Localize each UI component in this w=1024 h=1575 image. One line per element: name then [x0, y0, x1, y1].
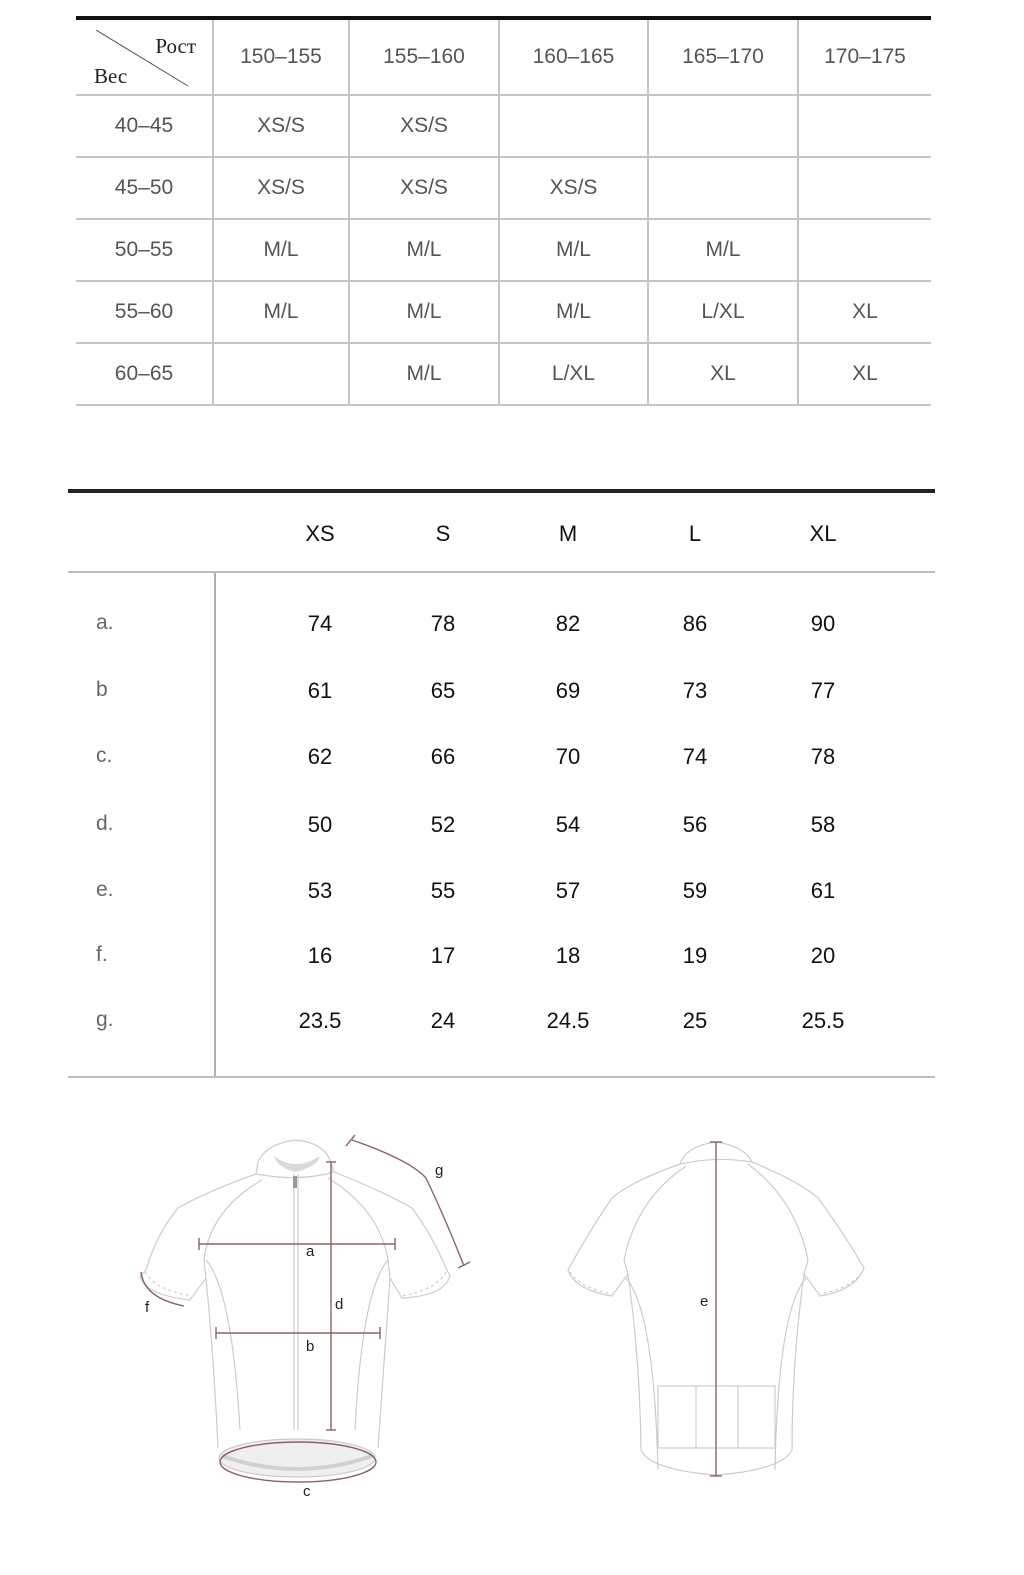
- header-row: [76, 20, 931, 95]
- measure-value: 23.5: [298, 1008, 342, 1033]
- height-range-header: 160–165: [499, 20, 648, 95]
- table-row: [68, 744, 935, 774]
- table-row: [68, 611, 935, 641]
- size-cell: M/L: [499, 281, 648, 343]
- label-d: d: [335, 1296, 344, 1313]
- size-header: XS: [305, 521, 335, 546]
- measure-label: d.: [96, 812, 114, 835]
- measurements-body: [68, 573, 935, 1078]
- size-cell: L/XL: [648, 281, 798, 343]
- measure-value: 53: [307, 878, 333, 903]
- height-range-header: 150–155: [213, 20, 349, 95]
- size-cell: XS/S: [499, 157, 648, 219]
- height-range-header: 170–175: [798, 20, 931, 95]
- measure-value: 62: [307, 744, 333, 769]
- measure-value: 70: [555, 744, 581, 769]
- measure-value: 56: [682, 812, 708, 837]
- measure-value: 61: [307, 678, 333, 703]
- size-cell: XS/S: [213, 157, 349, 219]
- size-cell: [798, 95, 931, 157]
- measure-value: 78: [430, 611, 456, 636]
- measure-value: 73: [682, 678, 708, 703]
- height-range-header: 165–170: [648, 20, 798, 95]
- measure-value: 65: [430, 678, 456, 703]
- measure-value: 77: [810, 678, 836, 703]
- table-row: [76, 95, 931, 157]
- measure-value: 16: [307, 943, 333, 968]
- size-header: L: [688, 521, 702, 546]
- size-header: XL: [809, 521, 837, 546]
- front-measurement-lines: [141, 1135, 470, 1482]
- label-b: b: [306, 1338, 315, 1355]
- table-row: [76, 343, 931, 405]
- measure-value: 20: [810, 943, 836, 968]
- size-cell: [499, 95, 648, 157]
- weight-range-cell: 55–60: [76, 281, 213, 343]
- table-row: [68, 812, 935, 842]
- measure-value: 90: [810, 611, 836, 636]
- measure-value: 74: [307, 611, 333, 636]
- table-row: [68, 878, 935, 908]
- measure-value: 25: [682, 1008, 708, 1033]
- measure-value: 66: [430, 744, 456, 769]
- size-cell: [213, 343, 349, 405]
- measure-value: 55: [430, 878, 456, 903]
- weight-range-cell: 40–45: [76, 95, 213, 157]
- table-row: [68, 678, 935, 708]
- size-cell: XL: [798, 281, 931, 343]
- size-cell: XS/S: [213, 95, 349, 157]
- size-cell: [798, 157, 931, 219]
- measure-label: b: [96, 678, 108, 701]
- label-c: c: [303, 1483, 311, 1500]
- size-cell: [648, 95, 798, 157]
- label-f: f: [145, 1299, 150, 1316]
- measure-value: 50: [307, 812, 333, 837]
- size-cell: M/L: [213, 219, 349, 281]
- size-cell: M/L: [213, 281, 349, 343]
- measure-line-g: [352, 1140, 464, 1266]
- jersey-front-illustration: [140, 1140, 450, 1477]
- size-cell: XL: [648, 343, 798, 405]
- size-cell: XL: [798, 343, 931, 405]
- measure-value: 24.5: [546, 1008, 590, 1033]
- size-by-height-weight-table: [76, 16, 931, 406]
- measure-value: 52: [430, 812, 456, 837]
- measure-value: 59: [682, 878, 708, 903]
- measure-label: e.: [96, 878, 114, 901]
- table-row: [68, 943, 935, 973]
- size-cell: L/XL: [499, 343, 648, 405]
- weight-axis-label: Вес: [94, 64, 128, 88]
- measure-label: c.: [96, 744, 113, 767]
- size-cell: M/L: [499, 219, 648, 281]
- weight-range-cell: 45–50: [76, 157, 213, 219]
- measure-value: 57: [555, 878, 581, 903]
- table-row: [76, 281, 931, 343]
- measure-value: 17: [430, 943, 456, 968]
- measure-label: f.: [96, 943, 108, 966]
- measure-value: 54: [555, 812, 581, 837]
- measure-value: 19: [682, 943, 708, 968]
- size-cell: XS/S: [349, 95, 499, 157]
- label-a: a: [306, 1243, 315, 1260]
- height-axis-label: Рост: [155, 34, 196, 58]
- weight-range-cell: 60–65: [76, 343, 213, 405]
- size-cell: [798, 219, 931, 281]
- measure-value: 74: [682, 744, 708, 769]
- size-cell: [648, 157, 798, 219]
- label-e: e: [700, 1293, 709, 1310]
- measurements-table: [68, 489, 935, 1078]
- size-header: M: [558, 521, 578, 546]
- measure-value: 18: [555, 943, 581, 968]
- weight-range-cell: 50–55: [76, 219, 213, 281]
- measure-value: 86: [682, 611, 708, 636]
- size-cell: M/L: [349, 219, 499, 281]
- label-g: g: [435, 1162, 444, 1179]
- size-cell: M/L: [349, 281, 499, 343]
- measure-value: 69: [555, 678, 581, 703]
- corner-header-cell: [76, 20, 213, 95]
- table-row: [68, 1008, 935, 1038]
- measure-label: a.: [96, 611, 114, 634]
- size-cell: M/L: [648, 219, 798, 281]
- back-measurement-lines: [710, 1142, 722, 1476]
- table-row: [76, 157, 931, 219]
- measure-value: 58: [810, 812, 836, 837]
- measure-value: 24: [430, 1008, 456, 1033]
- measure-value: 78: [810, 744, 836, 769]
- size-cell: M/L: [349, 343, 499, 405]
- size-cell: XS/S: [349, 157, 499, 219]
- height-range-header: 155–160: [349, 20, 499, 95]
- measure-value: 82: [555, 611, 581, 636]
- measure-label: g.: [96, 1008, 114, 1031]
- table-row: [76, 219, 931, 281]
- measure-value: 61: [810, 878, 836, 903]
- jersey-diagrams: [0, 1100, 1024, 1520]
- size-header-row: [68, 493, 935, 573]
- jersey-diagram-svg: [0, 1100, 1024, 1520]
- measure-value: 25.5: [801, 1008, 845, 1033]
- size-header: S: [435, 521, 451, 546]
